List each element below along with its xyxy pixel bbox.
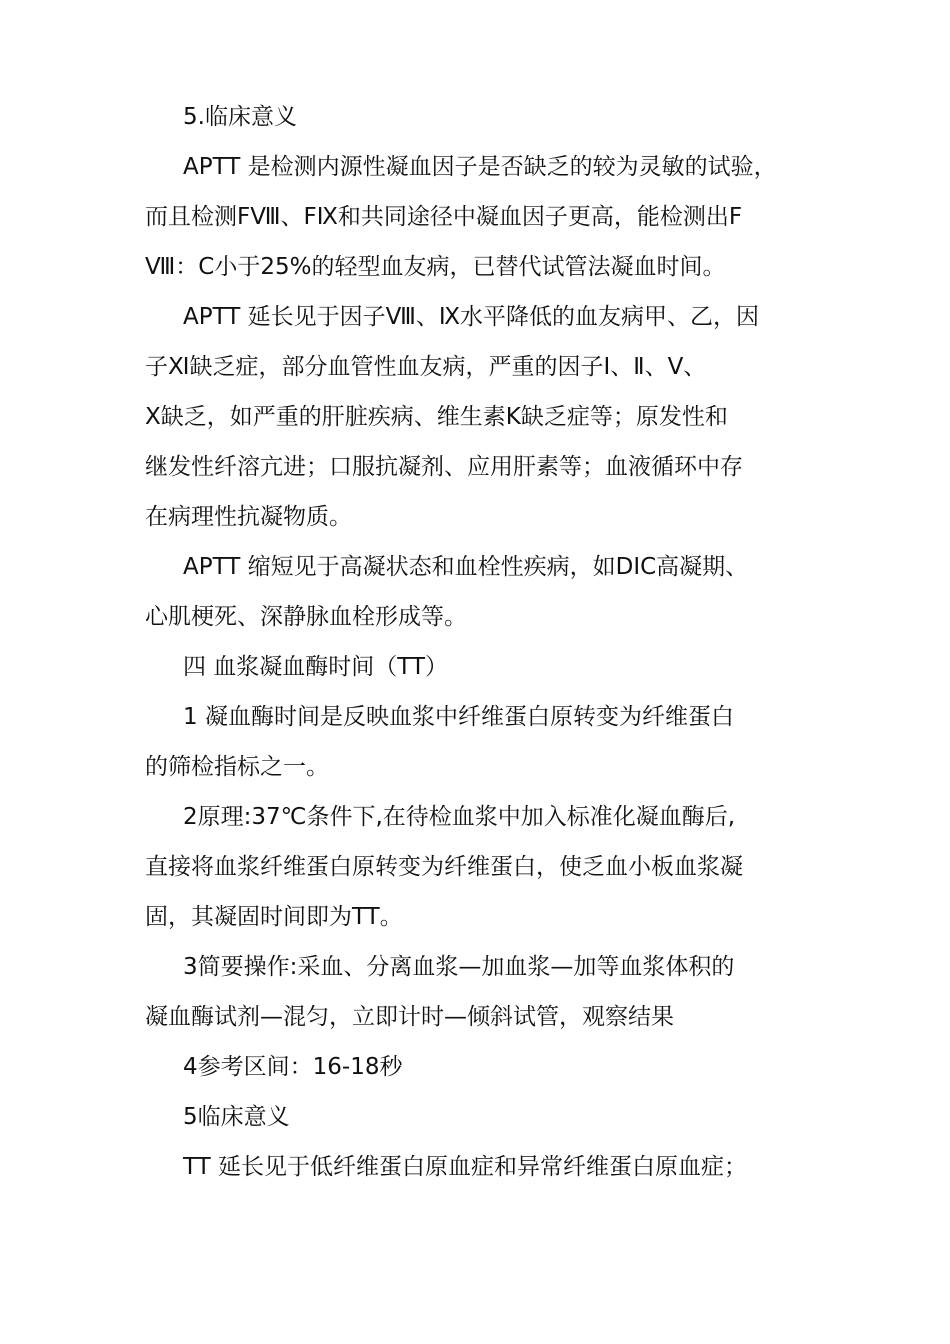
paragraph-line: APTT 延长见于因子Ⅷ、Ⅸ水平降低的血友病甲、乙，因 bbox=[183, 304, 759, 330]
paragraph-line: 3简要操作:采血、分离血浆—加血浆—加等血浆体积的 bbox=[183, 954, 735, 980]
paragraph-line: 继发性纤溶亢进；口服抗凝剂、应用肝素等；血液循环中存 bbox=[145, 454, 743, 480]
paragraph-line: 直接将血浆纤维蛋白原转变为纤维蛋白，使乏血小板血浆凝 bbox=[145, 854, 743, 880]
section-heading: 5.临床意义 bbox=[183, 104, 297, 130]
paragraph-line: 心肌梗死、深静脉血栓形成等。 bbox=[145, 604, 467, 630]
paragraph-line: TT 延长见于低纤维蛋白原血症和异常纤维蛋白原血症； bbox=[183, 1154, 748, 1180]
paragraph-line: Ⅷ：C小于25%的轻型血友病，已替代试管法凝血时间。 bbox=[145, 254, 726, 280]
paragraph-line: 2原理:37℃条件下,在待检血浆中加入标准化凝血酶后, bbox=[183, 804, 736, 830]
document-page bbox=[145, 92, 815, 1192]
paragraph-line: 在病理性抗凝物质。 bbox=[145, 504, 352, 530]
paragraph-line: Ⅹ缺乏，如严重的肝脏疾病、维生素K缺乏症等；原发性和 bbox=[145, 404, 728, 430]
paragraph-line: 的筛检指标之一。 bbox=[145, 754, 329, 780]
paragraph-line: 而且检测FⅧ、FⅨ和共同途径中凝血因子更高，能检测出F bbox=[145, 204, 743, 230]
section-heading: 5临床意义 bbox=[183, 1104, 290, 1130]
paragraph-line: 子Ⅺ缺乏症，部分血管性血友病，严重的因子Ⅰ、Ⅱ、Ⅴ、 bbox=[145, 354, 707, 380]
paragraph-line: 凝血酶试剂—混匀，立即计时—倾斜试管，观察结果 bbox=[145, 1004, 674, 1030]
paragraph-line: APTT 缩短见于高凝状态和血栓性疾病，如DIC高凝期、 bbox=[183, 554, 749, 580]
paragraph-line: APTT 是检测内源性凝血因子是否缺乏的较为灵敏的试验， bbox=[183, 154, 777, 180]
paragraph-line: 4参考区间：16-18秒 bbox=[183, 1054, 403, 1080]
paragraph-line: 1 凝血酶时间是反映血浆中纤维蛋白原转变为纤维蛋白 bbox=[183, 704, 734, 730]
section-heading: 四 血浆凝血酶时间（TT） bbox=[183, 654, 449, 680]
paragraph-line: 固，其凝固时间即为TT。 bbox=[145, 904, 403, 930]
